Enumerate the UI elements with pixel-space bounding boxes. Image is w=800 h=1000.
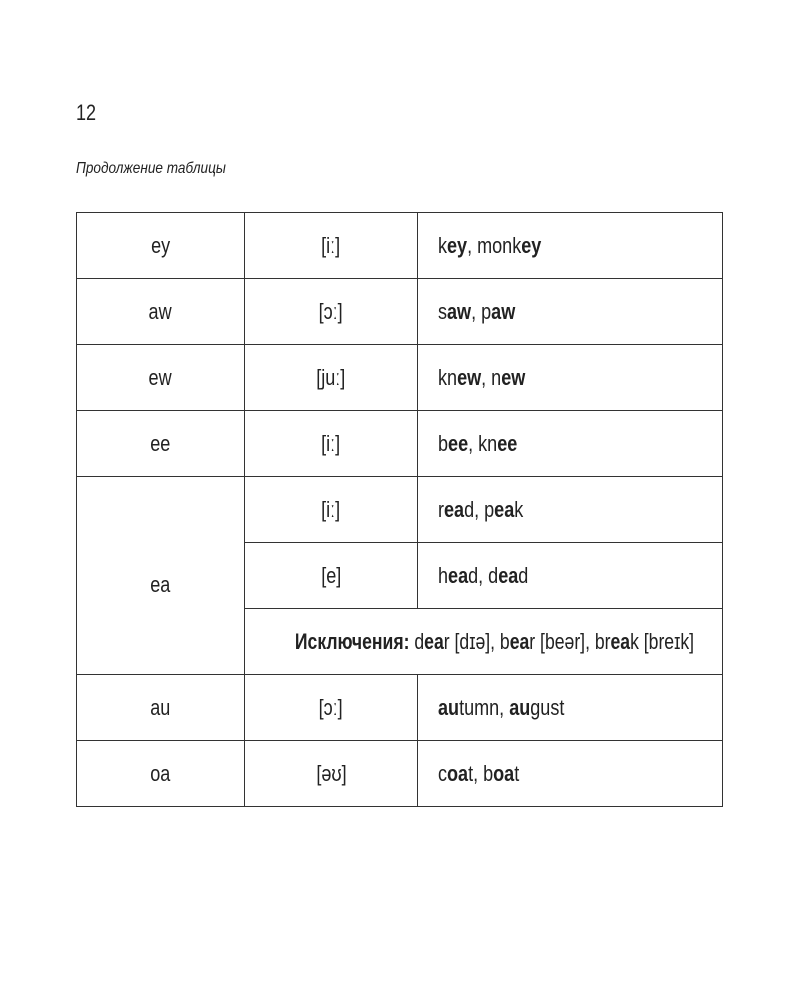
letter-combination: ea xyxy=(150,571,171,597)
exceptions-cell xyxy=(245,609,723,675)
transcription: [e] xyxy=(320,562,342,588)
letters-cell xyxy=(77,741,245,807)
highlighted-letters: ee xyxy=(448,430,469,456)
transcription: [ɔː] xyxy=(318,694,344,720)
example-text: r [beər], br xyxy=(529,628,611,654)
examples xyxy=(438,431,517,457)
highlighted-letters: ew xyxy=(457,364,482,390)
highlighted-letters: ea xyxy=(448,562,469,588)
example-text: k xyxy=(438,232,448,258)
highlighted-letters: au xyxy=(509,694,531,720)
sound-cell xyxy=(245,213,418,279)
table-row xyxy=(77,675,723,741)
example-text: kn xyxy=(438,364,458,390)
table-row xyxy=(77,741,723,807)
page-number: 12 xyxy=(76,100,97,125)
highlighted-letters: ea xyxy=(444,496,465,522)
letters-cell xyxy=(77,477,245,675)
transcription: [iː] xyxy=(321,232,341,258)
examples xyxy=(438,299,515,325)
example-text: b xyxy=(438,430,449,456)
examples-cell xyxy=(418,741,723,807)
letters-cell xyxy=(77,279,245,345)
table-row xyxy=(77,279,723,345)
examples-cell xyxy=(418,279,723,345)
sound-cell xyxy=(245,279,418,345)
example-text: r [dɪə], b xyxy=(443,628,510,654)
example-text: , kn xyxy=(468,430,498,456)
letter-combination: ee xyxy=(150,430,171,456)
transcription: [ɔː] xyxy=(318,298,344,324)
highlighted-letters: oa xyxy=(447,760,469,786)
letters-cell xyxy=(77,411,245,477)
table-row xyxy=(77,345,723,411)
highlighted-letters: ey xyxy=(521,232,542,258)
highlighted-letters: ee xyxy=(497,430,518,456)
example-text: r xyxy=(438,496,445,522)
phonics-table xyxy=(76,212,723,807)
letter-combination: ew xyxy=(148,364,173,390)
examples xyxy=(438,563,528,589)
example-text: c xyxy=(438,760,448,786)
highlighted-letters: aw xyxy=(447,298,472,324)
example-text: k [breɪk] xyxy=(630,628,695,654)
examples xyxy=(438,761,519,787)
highlighted-letters: ea xyxy=(424,628,444,654)
letter-combination: au xyxy=(150,694,171,720)
highlighted-letters: ea xyxy=(498,562,519,588)
example-text: , n xyxy=(481,364,502,390)
letters-cell xyxy=(77,213,245,279)
highlighted-letters: ew xyxy=(501,364,526,390)
letter-combination: ey xyxy=(150,232,171,258)
examples-cell xyxy=(418,675,723,741)
examples-cell xyxy=(418,345,723,411)
table-caption: Продолжение таблицы xyxy=(76,160,226,177)
letters-cell xyxy=(77,675,245,741)
highlighted-letters: oa xyxy=(493,760,515,786)
example-text: d, p xyxy=(464,496,495,522)
examples xyxy=(438,695,564,721)
examples xyxy=(438,233,541,259)
examples xyxy=(438,365,525,391)
sound-cell xyxy=(245,411,418,477)
example-text: , p xyxy=(471,298,492,324)
highlighted-letters: au xyxy=(438,694,460,720)
highlighted-letters: ea xyxy=(509,628,530,654)
example-text: t xyxy=(514,760,520,786)
highlighted-letters: ea xyxy=(494,496,515,522)
sound-cell xyxy=(245,543,418,609)
highlighted-letters: ey xyxy=(447,232,468,258)
sound-cell xyxy=(245,741,418,807)
example-text: tumn, xyxy=(459,694,510,720)
highlighted-letters: ea xyxy=(610,628,631,654)
example-text: t, b xyxy=(468,760,494,786)
examples xyxy=(438,497,523,523)
transcription: [iː] xyxy=(321,430,341,456)
example-text: d, d xyxy=(468,562,499,588)
example-text: , monk xyxy=(467,232,522,258)
example-text: s xyxy=(438,298,448,324)
example-text: k xyxy=(514,496,524,522)
letter-combination: aw xyxy=(148,298,173,324)
transcription: [iː] xyxy=(321,496,341,522)
examples-cell xyxy=(418,543,723,609)
sound-cell xyxy=(245,345,418,411)
sound-cell xyxy=(245,477,418,543)
sound-cell xyxy=(245,675,418,741)
letters-cell xyxy=(77,345,245,411)
example-text: gust xyxy=(530,694,565,720)
table-row xyxy=(77,411,723,477)
table-row xyxy=(77,213,723,279)
examples-cell xyxy=(418,477,723,543)
transcription: [juː] xyxy=(316,364,346,390)
example-text: h xyxy=(438,562,449,588)
examples-cell xyxy=(418,213,723,279)
highlighted-letters: Исключения: xyxy=(294,628,410,654)
examples-cell xyxy=(418,411,723,477)
highlighted-letters: aw xyxy=(491,298,516,324)
transcription: [əʊ] xyxy=(315,760,347,786)
table-row xyxy=(77,477,723,543)
example-text: d xyxy=(409,628,425,654)
letter-combination: oa xyxy=(150,760,171,786)
exceptions-text xyxy=(295,629,694,655)
example-text: d xyxy=(518,562,529,588)
